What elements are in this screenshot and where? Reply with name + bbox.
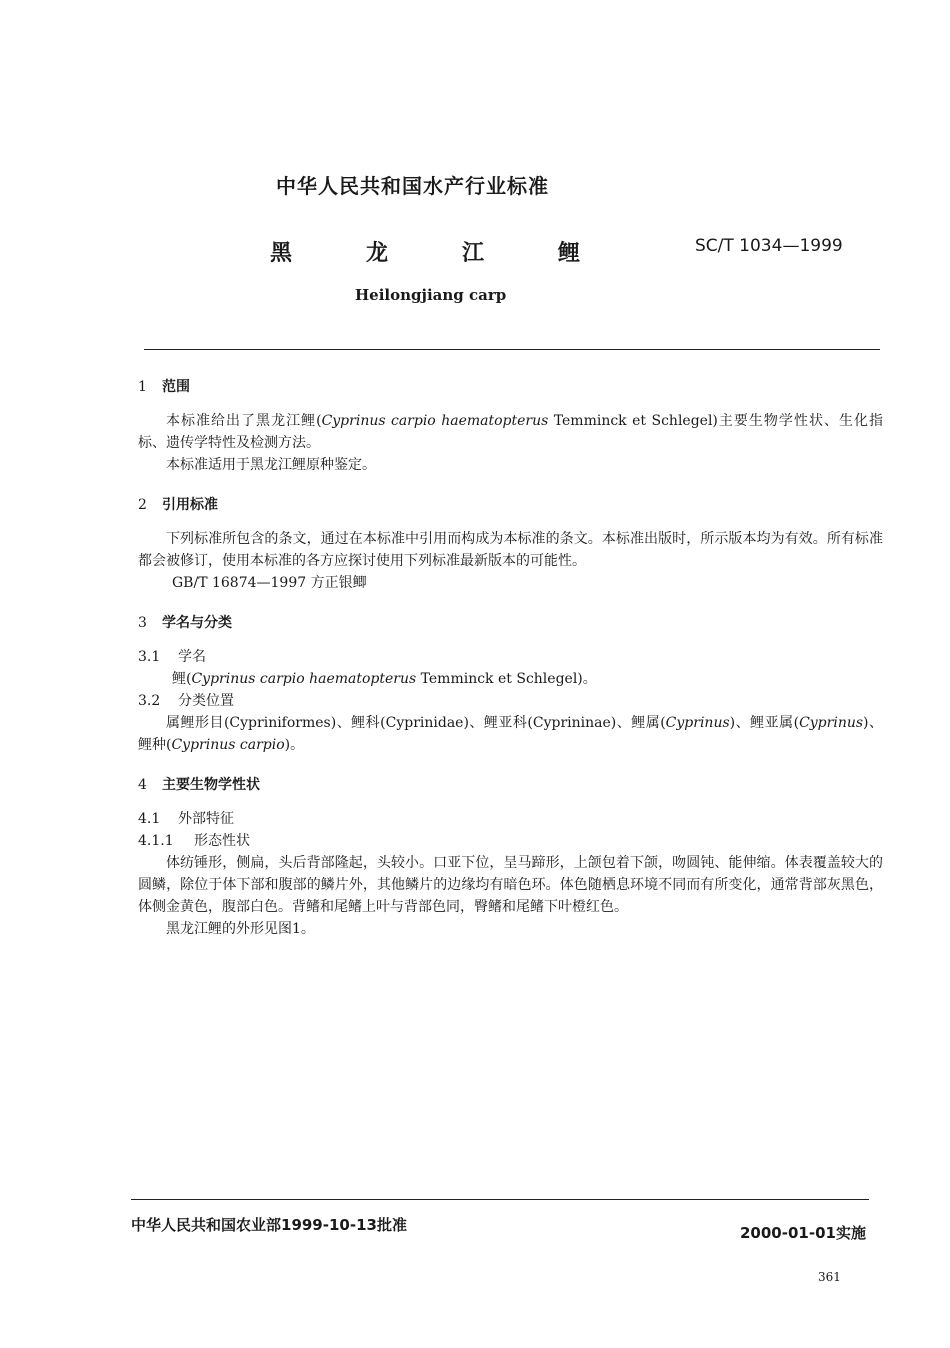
- subsubsection-number: 4.1.1: [138, 833, 174, 849]
- subsection-title: 学名: [178, 649, 206, 665]
- section-title: 范围: [162, 379, 190, 395]
- section-number: 1: [138, 379, 147, 395]
- document-body: [138, 376, 883, 940]
- paragraph: [138, 668, 883, 690]
- standard-type-heading: 中华人民共和国水产行业标准: [276, 174, 549, 198]
- section-title: 学名与分类: [162, 615, 232, 631]
- text-run: Temminck et Schlegel)主要生物学性状、生化指标、遗传学特性及检测方法。: [138, 413, 883, 451]
- subsection-title: 分类位置: [178, 693, 234, 709]
- subsection-heading: [138, 690, 883, 712]
- section-heading: [138, 774, 883, 796]
- species-name: Cyprinus carpio: [171, 737, 285, 753]
- title-char: 鲤: [557, 240, 580, 266]
- footer-divider: [131, 1199, 869, 1200]
- section-number: 4: [138, 777, 147, 793]
- subsubsection-title: 形态性状: [194, 833, 250, 849]
- paragraph: [138, 410, 883, 454]
- standard-code: SC/T 1034—1999: [695, 236, 843, 256]
- paragraph: 下列标准所包含的条文，通过在本标准中引用而构成为本标准的条文。本标准出版时，所示版本均为有效。所有标准都会被修订，使用本标准的各方应探讨使用下列标准最新版本的可能性。: [138, 531, 883, 569]
- genus-name: Cyprinus: [665, 715, 730, 731]
- header-divider: [144, 349, 880, 350]
- implementation-date: 2000-01-01实施: [740, 1224, 866, 1242]
- title-char: 黑: [270, 240, 293, 266]
- subsection-title: 外部特征: [178, 811, 234, 827]
- section-heading: [138, 494, 883, 516]
- text-run: )、鲤种(: [138, 715, 884, 753]
- page-number: 361: [818, 1270, 841, 1284]
- species-name: Cyprinus carpio haematopterus: [191, 671, 417, 687]
- text-run: )。: [284, 737, 305, 753]
- subgenus-name: Cyprinus: [799, 715, 864, 731]
- subsection-heading: [138, 646, 883, 668]
- text-run: )、鲤亚属(: [729, 715, 800, 731]
- document-title: [270, 236, 580, 267]
- subsection-number: 4.1: [138, 811, 161, 827]
- subsubsection-heading: [138, 830, 883, 852]
- title-char: 龙: [365, 240, 388, 266]
- text-run: 鲤(: [172, 671, 192, 687]
- section-number: 3: [138, 615, 147, 631]
- section-title: 引用标准: [162, 497, 218, 513]
- subsection-heading: [138, 808, 883, 830]
- title-char: 江: [461, 240, 484, 266]
- subsection-number: 3.1: [138, 649, 161, 665]
- section-number: 2: [138, 497, 147, 513]
- species-name: Cyprinus carpio haematopterus: [321, 413, 549, 429]
- text-run: 属鲤形目(Cypriniformes)、鲤科(Cyprinidae)、鲤亚科(Cyprininae)、鲤属(: [166, 715, 666, 731]
- paragraph: 体纺锤形，侧扁，头后背部隆起，头较小。口亚下位，呈马蹄形，上颌包着下颌，吻圆钝、能伸缩。体表覆盖较大的圆鳞，除位于体下部和腹部的鳞片外，其他鳞片的边缘均有暗色环。体色随栖息环境不同而有所变化，通常背部灰黑色，体侧金黄色，腹部白色。背鳍和尾鳍上叶与背部色同，臀鳍和尾鳍下叶橙红色。: [138, 855, 883, 915]
- paragraph: 黑龙江鲤的外形见图1。: [166, 921, 315, 937]
- approval-info: 中华人民共和国农业部1999-10-13批准: [131, 1216, 407, 1234]
- subsection-number: 3.2: [138, 693, 161, 709]
- section-heading: [138, 612, 883, 634]
- section-heading: [138, 376, 883, 398]
- english-title: Heilongjiang carp: [355, 286, 507, 304]
- paragraph: [138, 712, 883, 756]
- text-run: 本标准给出了黑龙江鲤(: [166, 413, 322, 429]
- text-run: Temminck et Schlegel)。: [416, 671, 597, 687]
- reference-entry: GB/T 16874—1997 方正银鲫: [172, 575, 367, 591]
- paragraph: 本标准适用于黑龙江鲤原种鉴定。: [166, 457, 376, 473]
- section-title: 主要生物学性状: [162, 777, 260, 793]
